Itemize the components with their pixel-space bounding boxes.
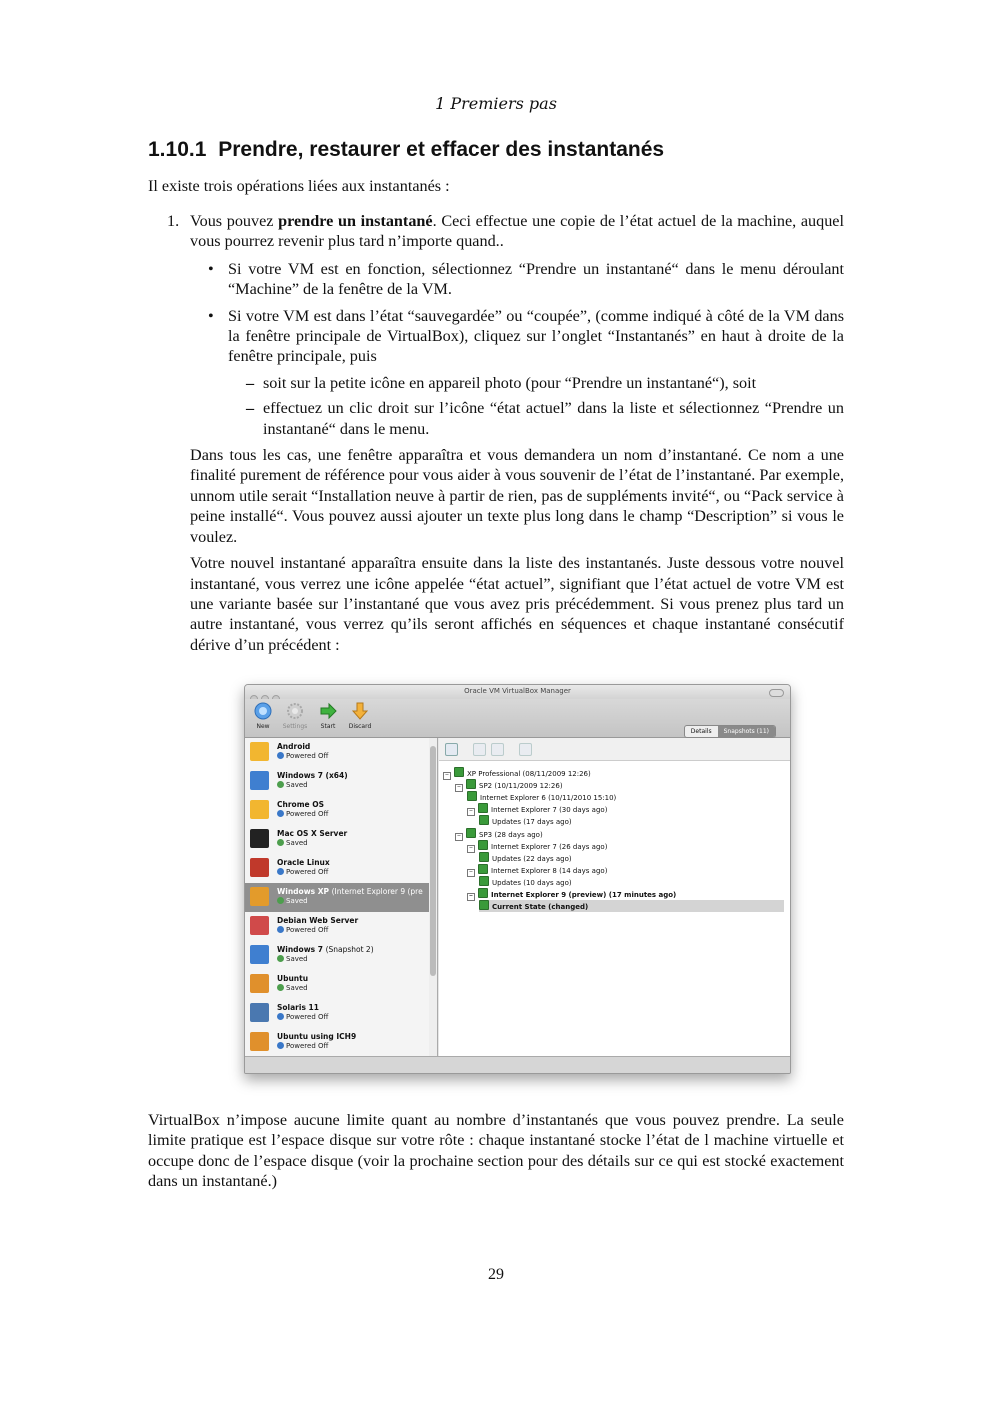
paragraph: Dans tous les cas, une fenêtre apparaîtra et vous demandera un nom d’instantané. Ce nom a une finalité purement de référence pour vous aider à vous souvenir de l’état de l’instantané. Par exemple, unnom utile serait “Installation neuve à partir de rien, pas de suppléments invité“, ou “Pack service à peine installé“. Vous pouvez aussi ajouter un texte plus long dans le champ “Description” si vous le voulez. (190, 446, 844, 546)
bullet-item (208, 306, 844, 439)
vm-name: Ubuntu (277, 974, 309, 983)
snapshot-icon (479, 815, 489, 825)
vm-name: Windows 7 (Snapshot 2) (277, 945, 374, 954)
snapshot-node: − Internet Explorer 8 (14 days ago) (467, 864, 607, 876)
vm-name: Ubuntu using ICH9 (277, 1032, 357, 1041)
vm-list-item (245, 941, 429, 970)
saved-state-icon (277, 839, 284, 846)
os-icon (250, 916, 269, 935)
settings-label: Settings (282, 723, 308, 730)
vm-state: Saved (277, 839, 308, 847)
virtualbox-window-screenshot (244, 684, 791, 1074)
restore-snapshot-icon (473, 743, 486, 756)
snapshots-pane (439, 738, 790, 1056)
snapshot-node: Updates (17 days ago) (479, 815, 572, 827)
collapse-toggle-icon: − (468, 808, 474, 815)
dash-item (246, 398, 844, 439)
snapshot-icon (466, 828, 476, 838)
vm-list-item (245, 767, 429, 796)
bullet-text: Si votre VM est dans l’état “sauvegardée” ou “coupée”, (comme indiqué à côté de la VM dans la fenêtre principale de VirtualBox), cliquez sur l’onglet “Instantanés” en haut à droite de la fenêtre principale, puis (228, 306, 844, 366)
clone-snapshot-icon (519, 743, 532, 756)
vm-name: Android (277, 742, 311, 751)
snapshot-node: Updates (22 days ago) (479, 852, 572, 864)
dash-icon: – (246, 373, 255, 392)
vm-list-scrollbar (429, 738, 438, 1056)
new-label: New (256, 723, 270, 730)
saved-state-icon (277, 955, 284, 962)
vm-list-item (245, 854, 429, 883)
vm-state: Saved (277, 781, 308, 789)
vm-name: Oracle Linux (277, 858, 330, 867)
vm-name: Solaris 11 (277, 1003, 319, 1012)
os-icon (250, 771, 269, 790)
os-icon (250, 800, 269, 819)
powered-off-icon (277, 1042, 284, 1049)
powered-off-icon (277, 1013, 284, 1020)
powered-off-icon (277, 752, 284, 759)
saved-state-icon (277, 984, 284, 991)
os-icon (250, 742, 269, 761)
gear-icon (285, 701, 305, 721)
bullet-text: Si votre VM est en fonction, sélectionnez “Prendre un instantané“ dans le menu déroulant “Machine” de la fenêtre de la VM. (228, 259, 844, 299)
vm-state: Saved (277, 897, 308, 905)
vm-state: Powered Off (277, 752, 328, 760)
snapshot-icon (479, 876, 489, 886)
take-snapshot-icon (445, 743, 458, 756)
start-arrow-icon (318, 701, 338, 721)
vm-state: Powered Off (277, 810, 328, 818)
paragraph: VirtualBox n’impose aucune limite quant au nombre d’instantanés que vous pouvez prendre. La seule limite pratique est l’espace disque sur votre rôte : chaque instantané stocke l’état de l machine virtuelle et occupe donc de l’espace disque (voir la prochaine section pour des détails sur ce qui est stocké exactement dans un instantané.) (148, 1111, 844, 1191)
vm-state: Saved (277, 984, 308, 992)
tab-snapshots: Snapshots (11) (718, 726, 775, 737)
powered-off-icon (277, 810, 284, 817)
settings-button (280, 701, 310, 730)
os-icon (250, 858, 269, 877)
new-button (248, 701, 278, 730)
snapshot-icon (479, 900, 489, 910)
section-number: 1.10.1 (148, 138, 207, 161)
vm-list (245, 738, 430, 1056)
collapse-toggle-icon: − (456, 832, 462, 839)
saved-state-icon (277, 897, 284, 904)
snapshot-node: Internet Explorer 6 (10/11/2010 15:10) (467, 791, 616, 803)
collapse-toggle-icon: − (468, 893, 474, 899)
collapse-toggle-icon: − (456, 784, 462, 791)
scrollbar-thumb (430, 746, 436, 976)
discard-button (345, 701, 375, 730)
vm-name: Mac OS X Server (277, 829, 348, 838)
snapshot-icon (467, 791, 477, 801)
view-segmented-control (684, 725, 776, 738)
vm-list-item (245, 912, 429, 941)
running-head: 1 Premiers pas (435, 94, 557, 113)
intro-paragraph: Il existe trois opérations liées aux instantanés : (148, 177, 450, 195)
toolbar (245, 699, 790, 738)
list-lead (190, 211, 844, 252)
vm-state: Saved (277, 955, 308, 963)
vm-state: Powered Off (277, 926, 328, 934)
os-icon (250, 829, 269, 848)
section-title (148, 138, 664, 162)
snapshot-node: − Internet Explorer 7 (30 days ago) (467, 803, 607, 815)
snapshot-icon (454, 767, 464, 777)
toolbar-toggle-icon (769, 689, 784, 697)
enumerated-list (167, 211, 844, 655)
dash-list (228, 373, 844, 439)
snapshot-icon (478, 888, 488, 898)
list-marker: 1. (167, 212, 180, 230)
start-label: Start (320, 723, 336, 730)
lead-after: . Ceci effectue une copie de l’état actuel de la machine, auquel vous pourrez revenir plus tard n’importe quand.. (190, 212, 844, 251)
lead-bold: prendre un instantané (278, 212, 433, 230)
os-icon (250, 1032, 269, 1051)
vm-list-item (245, 738, 429, 767)
window-titlebar (245, 685, 790, 699)
vm-list-item (245, 970, 429, 999)
vm-list-item (245, 825, 429, 854)
snapshot-node: − XP Professional (08/11/2009 12:26) (443, 767, 591, 779)
dash-text: effectuez un clic droit sur l’icône “état actuel” dans la liste et sélectionnez “Prendre un instantané“ dans le menu. (263, 399, 844, 438)
vm-name: Windows 7 (x64) (277, 771, 348, 780)
dash-text: soit sur la petite icône en appareil photo (pour “Prendre un instantané“), soit (263, 373, 757, 392)
paragraph: Votre nouvel instantané apparaîtra ensuite dans la liste des instantanés. Juste dessous votre nouvel instantané, vous verrez une icône appelée “état actuel”, signifiant que l’état actuel de votre VM est une variante basée sur l’instantané que vous avez pris précédemment. Si vous prenez plus tard un autre instantané, vous verrez qu’ils seront affichés en séquences et chaque instantané consécutif dérive d’un précédent : (190, 554, 844, 654)
snapshot-node: − SP2 (10/11/2009 12:26) (455, 779, 563, 791)
delete-snapshot-icon (491, 743, 504, 756)
page-number: 29 (488, 1266, 504, 1283)
list-item-1 (167, 211, 844, 655)
window-statusbar (245, 1056, 790, 1074)
dash-item (246, 373, 844, 393)
vm-list-item (245, 999, 429, 1028)
collapse-toggle-icon: − (468, 868, 474, 875)
vm-state: Powered Off (277, 868, 328, 876)
snapshot-icon (478, 840, 488, 850)
os-icon (250, 887, 269, 906)
discard-arrow-icon (350, 701, 370, 721)
vm-list-item (245, 796, 429, 825)
current-state-node: Current State (changed) (479, 900, 784, 912)
collapse-toggle-icon: − (444, 772, 450, 778)
snapshots-toolbar (439, 738, 790, 761)
discard-label: Discard (348, 723, 372, 730)
collapse-toggle-icon: − (468, 844, 474, 851)
snapshot-icon (478, 864, 488, 874)
start-button (313, 701, 343, 730)
vm-name: Chrome OS (277, 800, 324, 809)
snapshot-node: − Internet Explorer 7 (26 days ago) (467, 840, 607, 852)
lead-before: Vous pouvez (190, 212, 279, 230)
vm-list-item (245, 883, 429, 912)
bullet-icon: • (208, 259, 214, 278)
powered-off-icon (277, 868, 284, 875)
saved-state-icon (277, 781, 284, 788)
window-title: Oracle VM VirtualBox Manager (464, 687, 571, 695)
os-icon (250, 1003, 269, 1022)
dash-icon: – (246, 399, 255, 418)
os-icon (250, 974, 269, 993)
snapshot-icon (478, 803, 488, 813)
vm-list-item (245, 1028, 429, 1056)
snapshot-node: − Internet Explorer 9 (preview) (17 minutes ago) (467, 888, 676, 900)
bullet-list (190, 259, 844, 439)
vm-state: Powered Off (277, 1013, 328, 1021)
vm-state: Powered Off (277, 1042, 328, 1050)
snapshot-icon (479, 852, 489, 862)
snapshot-node: − SP3 (28 days ago) (455, 828, 543, 840)
bullet-item (208, 259, 844, 300)
os-icon (250, 945, 269, 964)
powered-off-icon (277, 926, 284, 933)
snapshot-icon (466, 779, 476, 789)
bullet-icon: • (208, 306, 214, 325)
tab-details: Details (690, 728, 712, 735)
vm-name: Windows XP (Internet Explorer 9 (pre (277, 887, 423, 896)
snapshot-node: Updates (10 days ago) (479, 876, 572, 888)
new-icon (253, 701, 273, 721)
vm-name: Debian Web Server (277, 916, 359, 925)
section-title-text: Prendre, restaurer et effacer des instantanés (218, 138, 665, 161)
